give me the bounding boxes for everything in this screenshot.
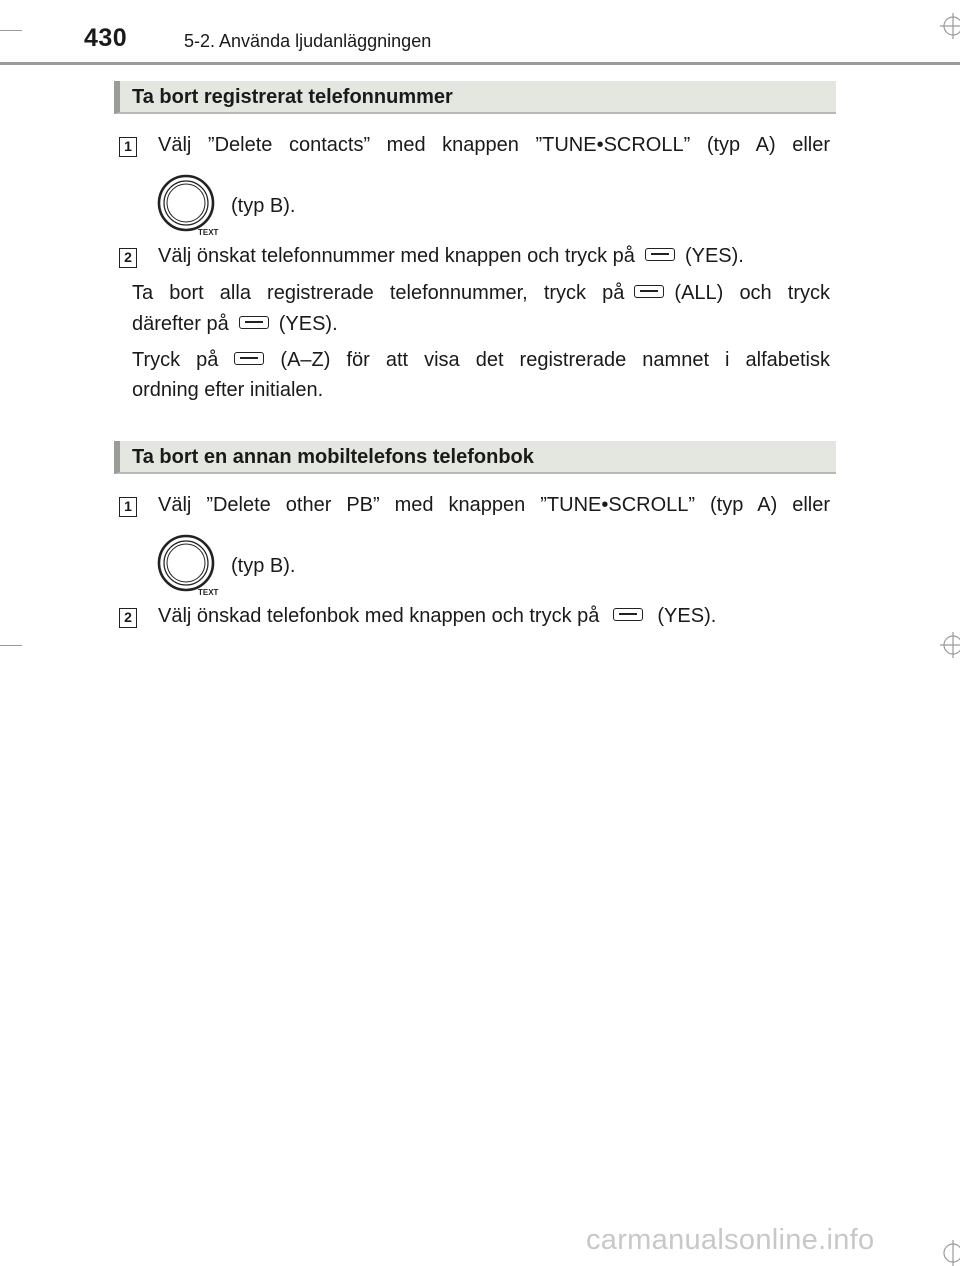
crop-mark-top-left bbox=[0, 30, 22, 31]
step-number-2: 2 bbox=[119, 608, 137, 628]
preset-button-icon bbox=[645, 248, 675, 261]
preset-button-icon bbox=[234, 352, 264, 365]
note-1-line-1: Ta bort alla registrerade telefonnummer, tryck på (ALL) och tryck bbox=[132, 282, 831, 304]
step-1-type-b: (typ B). bbox=[231, 555, 296, 577]
tune-scroll-knob-icon bbox=[156, 533, 220, 597]
tune-scroll-knob-icon bbox=[156, 173, 220, 237]
step-1-text: Välj ”Delete contacts” med knappen ”TUNE•SCROLL” (typ A) eller bbox=[158, 134, 830, 156]
knob-label: TEXT bbox=[198, 228, 219, 237]
preset-button-icon bbox=[613, 608, 643, 621]
preset-button-icon bbox=[239, 316, 269, 329]
step-1-type-b: (typ B). bbox=[231, 195, 296, 217]
footer-watermark-url[interactable]: carmanualsonline.info bbox=[586, 1224, 875, 1256]
header-divider bbox=[0, 62, 960, 65]
registration-mark-bottom-right bbox=[940, 1240, 960, 1266]
preset-button-icon bbox=[634, 285, 664, 298]
section-heading-delete-other-phonebook: Ta bort en annan mobiltelefons telefonbok bbox=[114, 441, 836, 474]
step-2-text-before: Välj önskat telefonnummer med knappen och tryck på bbox=[158, 245, 635, 267]
step-number-1: 1 bbox=[119, 497, 137, 517]
running-header: 5-2. Använda ljudanläggningen bbox=[184, 31, 432, 51]
note-2-line-1: Tryck på (A–Z) för att visa det registrerade namnet i alfabetisk bbox=[132, 349, 831, 371]
step-2-text-after: (YES). bbox=[684, 245, 744, 267]
crop-mark-left-mid bbox=[0, 645, 22, 646]
registration-mark-top-right bbox=[940, 13, 960, 39]
page-number: 430 bbox=[84, 24, 128, 52]
registration-mark-right-mid bbox=[940, 632, 960, 658]
step-1-text: Välj ”Delete other PB” med knappen ”TUNE•SCROLL” (typ A) eller bbox=[158, 494, 830, 516]
step-number-2: 2 bbox=[119, 248, 137, 268]
knob-label: TEXT bbox=[198, 588, 219, 597]
section-heading-delete-registered-number: Ta bort registrerat telefonnummer bbox=[114, 81, 836, 114]
note-1-line-2: därefter på (YES). bbox=[132, 313, 338, 335]
step-2-text: Välj önskad telefonbok med knappen och tryck på (YES). bbox=[158, 605, 717, 627]
step-2-text bbox=[158, 242, 744, 270]
step-number-1: 1 bbox=[119, 137, 137, 157]
note-2-line-2: ordning efter initialen. bbox=[132, 379, 324, 401]
